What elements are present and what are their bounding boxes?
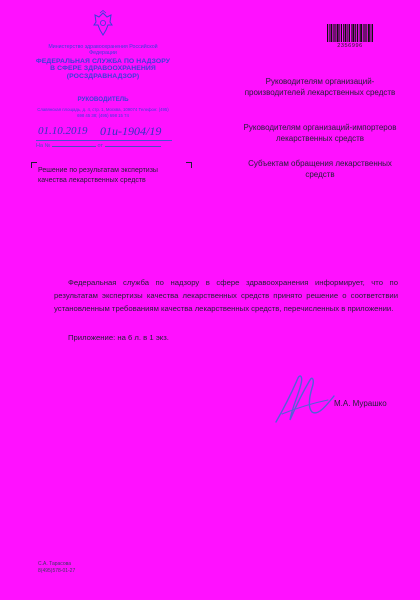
attachment-note: Приложение: на 6 л. в 1 экз. xyxy=(68,333,169,342)
reference-label: На № xyxy=(36,143,51,149)
registration-date: 01.10.2019 xyxy=(38,125,88,137)
signer-name: М.А. Мурашко xyxy=(334,399,387,408)
recipient-manufacturers: Руководителям организаций-производителей лекарственных средств xyxy=(244,77,396,97)
reference-from-label: от xyxy=(97,143,103,149)
registration-line xyxy=(36,126,172,141)
coat-of-arms-emblem xyxy=(91,10,115,38)
head-title: РУКОВОДИТЕЛЬ xyxy=(77,96,129,103)
reference-line xyxy=(36,143,161,149)
barcode-number: 2356996 xyxy=(337,43,363,49)
recipient-importers: Руководителям организаций-импортеров лекарственных средств xyxy=(243,123,397,143)
executor-phone: 8(495)578-01-27 xyxy=(38,567,76,574)
barcode xyxy=(327,24,373,42)
executor-info xyxy=(38,561,75,574)
letter-body: Федеральная служба по надзору в сфере здравоохранения информирует, что по результатам экспертизы качества лекарственных средств принято решение о соответствии установленным требованиям качества лекарственных средств, перечисленных в приложении. xyxy=(54,278,398,313)
recipient-circulation-subjects: Субъектам обращения лекарственных средств xyxy=(248,159,392,179)
executor-name: С.А. Тарасова xyxy=(38,561,72,567)
ministry-name: Министерство здравоохранения Российской Федерации xyxy=(48,44,158,56)
handwritten-signature xyxy=(268,370,340,428)
registration-number: 01и-1904/19 xyxy=(100,124,162,138)
letterhead-address: Славянская площадь, д. 4, стр. 1, Москва, 109074 Телефон: (495) 698 45 38; (495) 698 15 74 xyxy=(37,107,169,118)
subject-corner-mark xyxy=(31,162,37,168)
subject-text: Решение по результатам экспертизы качества лекарственных средств xyxy=(38,167,158,184)
service-name: ФЕДЕРАЛЬНАЯ СЛУЖБА ПО НАДЗОРУ В СФЕРЕ ЗДРАВООХРАНЕНИЯ (РОСЗДРАВНАДЗОР) xyxy=(35,58,171,80)
